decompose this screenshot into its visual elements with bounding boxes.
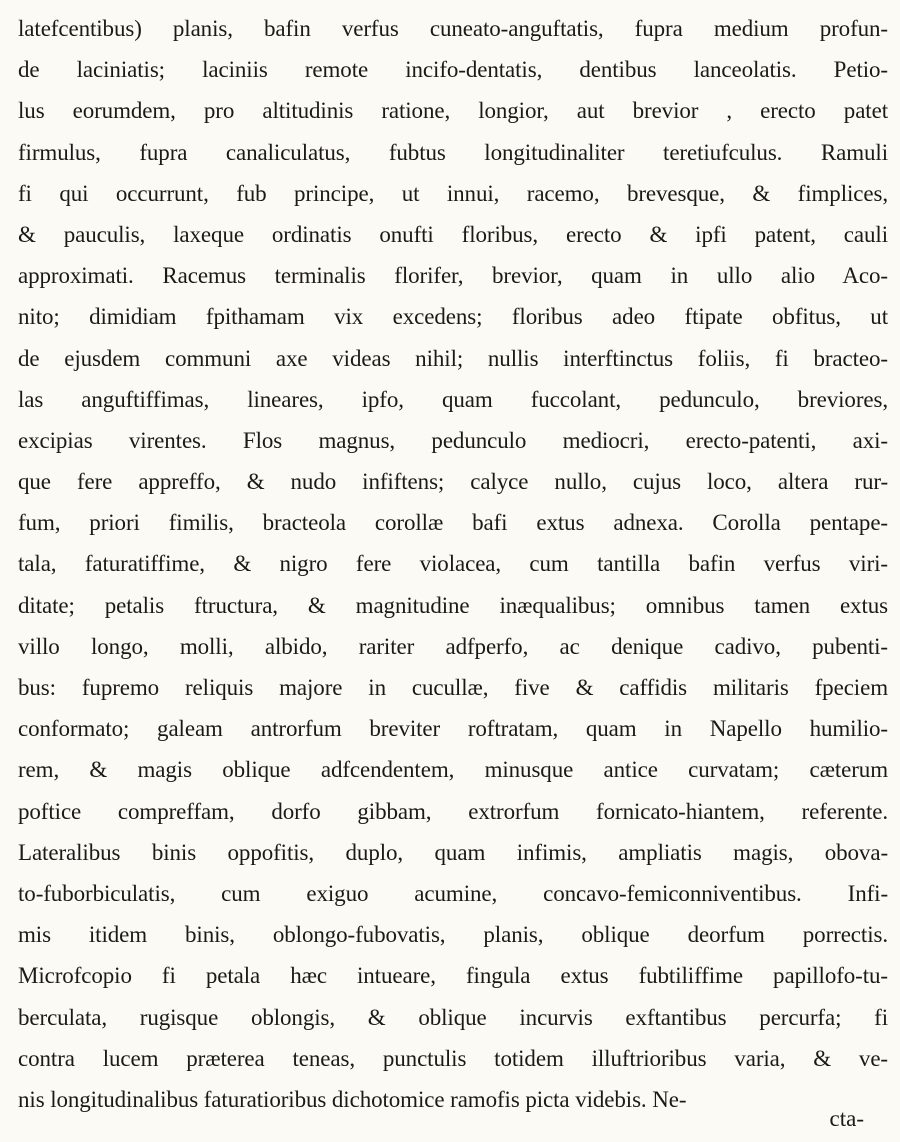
text-line: mis itidem binis, oblongo-fubovatis, planis, oblique deorfum porrectis. bbox=[18, 922, 888, 948]
text-line: rem, & magis oblique adfcendentem, minusque antice curvatam; cæterum bbox=[18, 757, 888, 783]
text-line: & pauculis, laxeque ordinatis onufti floribus, erecto & ipfi patent, cauli bbox=[18, 221, 888, 247]
text-line: de ejusdem communi axe videas nihil; nullis interftinctus foliis, fi bracteo- bbox=[18, 345, 888, 371]
text-line: to-fuborbiculatis, cum exiguo acumine, concavo-femiconniventibus. Infi- bbox=[18, 880, 888, 906]
text-line: excipias virentes. Flos magnus, pedunculo mediocri, erecto-patenti, axi- bbox=[18, 427, 888, 453]
text-line: de laciniatis; laciniis remote incifo-dentatis, dentibus lanceolatis. Petio- bbox=[18, 57, 888, 83]
text-line: Lateralibus binis oppofitis, duplo, quam infimis, ampliatis magis, obova- bbox=[18, 839, 888, 865]
text-line: conformato; galeam antrorfum breviter roftratam, quam in Napello humilio- bbox=[18, 716, 888, 742]
catchword: cta- bbox=[829, 1106, 864, 1131]
text-line: latefcentibus) planis, bafin verfus cuneato-anguftatis, fupra medium profun- bbox=[18, 16, 888, 41]
text-line: contra lucem præterea teneas, punctulis totidem illuftrioribus varia, & ve- bbox=[18, 1045, 888, 1071]
text-line: nis longitudinalibus faturatioribus dichotomice ramofis picta videbis. Ne- bbox=[18, 1086, 687, 1112]
text-line: approximati. Racemus terminalis florifer, brevior, quam in ullo alio Aco- bbox=[18, 263, 888, 289]
text-line: villo longo, molli, albido, rariter adfperfo, ac denique cadivo, pubenti- bbox=[18, 633, 888, 659]
text-line: Microfcopio fi petala hæc intueare, fingula extus fubtiliffime papillofo-tu- bbox=[18, 963, 888, 989]
text-line: ditate; petalis ftructura, & magnitudine inæqualibus; omnibus tamen extus bbox=[18, 592, 888, 618]
text-line: poftice compreffam, dorfo gibbam, extrorfum fornicato-hiantem, referente. bbox=[18, 798, 888, 824]
text-line: bus: fupremo reliquis majore in cucullæ, five & caffidis militaris fpeciem bbox=[18, 675, 888, 700]
text-line: fum, priori fimilis, bracteola corollæ bafi extus adnexa. Corolla pentape- bbox=[18, 510, 888, 536]
body-text bbox=[18, 8, 888, 1120]
text-line: firmulus, fupra canaliculatus, fubtus longitudinaliter teretiufculus. Ramuli bbox=[18, 139, 888, 165]
text-line: tala, faturatiffime, & nigro fere violacea, cum tantilla bafin verfus viri- bbox=[18, 551, 888, 577]
text-line: que fere appreffo, & nudo infiftens; calyce nullo, cujus loco, altera rur- bbox=[18, 469, 888, 495]
text-line: nito; dimidiam fpithamam vix excedens; floribus adeo ftipate obfitus, ut bbox=[18, 304, 888, 330]
text-line: fi qui occurrunt, fub principe, ut innui, racemo, brevesque, & fimplices, bbox=[18, 180, 888, 206]
text-line: berculata, rugisque oblongis, & oblique incurvis exftantibus percurfa; fi bbox=[18, 1004, 888, 1030]
text-line: las anguftiffimas, lineares, ipfo, quam fuccolant, pedunculo, breviores, bbox=[18, 386, 888, 412]
text-line: lus eorumdem, pro altitudinis ratione, longior, aut brevior , erecto patet bbox=[18, 98, 888, 124]
